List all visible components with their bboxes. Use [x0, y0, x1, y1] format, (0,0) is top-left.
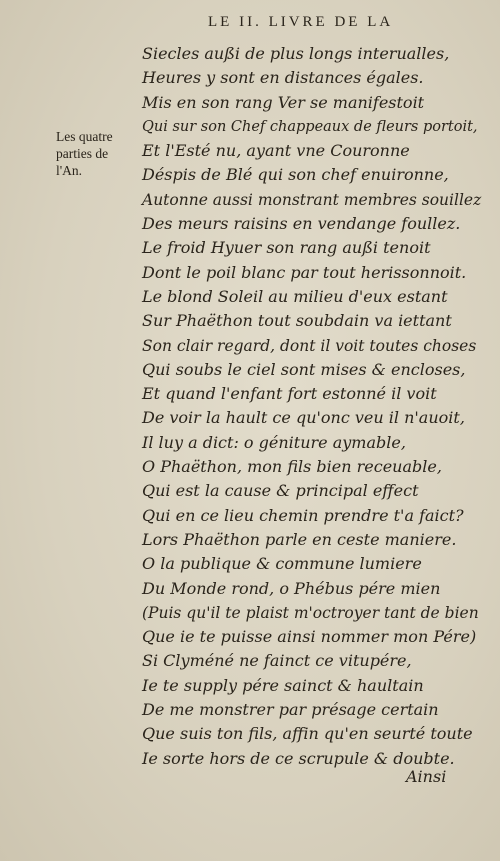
verse-line: Lors Phaëthon parle en ceste maniere.	[142, 529, 457, 549]
verse-line: Du Monde rond, o Phébus pére mien	[142, 578, 441, 598]
running-head: LE II. LIVRE DE LA	[208, 14, 394, 30]
margin-note	[56, 128, 136, 179]
verse-line: Autonne aussi monstrant membres souillez	[142, 190, 482, 209]
verse-line: Déspis de Blé qui son chef enuironne,	[142, 165, 449, 185]
verse-line: Et quand l'enfant fort estonné il voit	[142, 384, 437, 404]
verse-line: Il luy a dict: o géniture aymable,	[142, 432, 406, 452]
verse-line: Le froid Hyuer son rang außi tenoit	[142, 238, 431, 258]
verse-line: O la publique & commune lumiere	[142, 554, 422, 574]
verse-line: Si Clyméné ne fainct ce vitupére,	[142, 651, 412, 671]
verse-line: Ie sorte hors de ce scrupule & doubte.	[142, 748, 455, 768]
margin-note-line: l'An.	[56, 163, 83, 178]
verse-line: Qui soubs le ciel sont mises & encloses,	[142, 359, 466, 379]
verse-line: De me monstrer par présage certain	[142, 700, 439, 720]
verse-line: Dont le poil blanc par tout herissonnoit.	[142, 262, 467, 282]
verse-line: (Puis qu'il te plaist m'octroyer tant de bien	[142, 603, 479, 622]
verse-line: Son clair regard, dont il voit toutes choses	[142, 336, 477, 355]
verse-line: Qui est la cause & principal effect	[142, 481, 419, 501]
verse-line: Que suis ton fils, affin qu'en seurté toute	[142, 724, 473, 744]
verse-line: Qui sur son Chef chappeaux de fleurs portoit,	[142, 118, 478, 135]
verse-line: Heures y sont en distances égales.	[142, 68, 424, 88]
verse-line: Sur Phaëthon tout soubdain va iettant	[142, 311, 452, 331]
margin-note-line: Les quatre	[56, 129, 113, 144]
catchword: Ainsi	[406, 767, 447, 786]
verse-line: Ie te supply pére sainct & haultain	[142, 675, 424, 695]
verse-line: Qui en ce lieu chemin prendre t'a faict?	[142, 505, 464, 525]
verse-line: De voir la hault ce qu'onc veu il n'auoit,	[142, 408, 465, 428]
verse-line: O Phaëthon, mon fils bien receuable,	[142, 457, 442, 477]
verse-line: Mis en son rang Ver se manifestoit	[142, 92, 425, 112]
verse-line: Le blond Soleil au milieu d'eux estant	[142, 286, 448, 306]
verse-line: Siecles außi de plus longs interualles,	[142, 44, 450, 63]
verse-line: Que ie te puisse ainsi nommer mon Pére)	[142, 627, 477, 647]
verse-line: Et l'Esté nu, ayant vne Couronne	[142, 141, 410, 161]
verse-block	[142, 42, 482, 771]
verse-line: Des meurs raisins en vendange foullez.	[142, 214, 461, 234]
margin-note-line: parties de	[56, 146, 109, 161]
